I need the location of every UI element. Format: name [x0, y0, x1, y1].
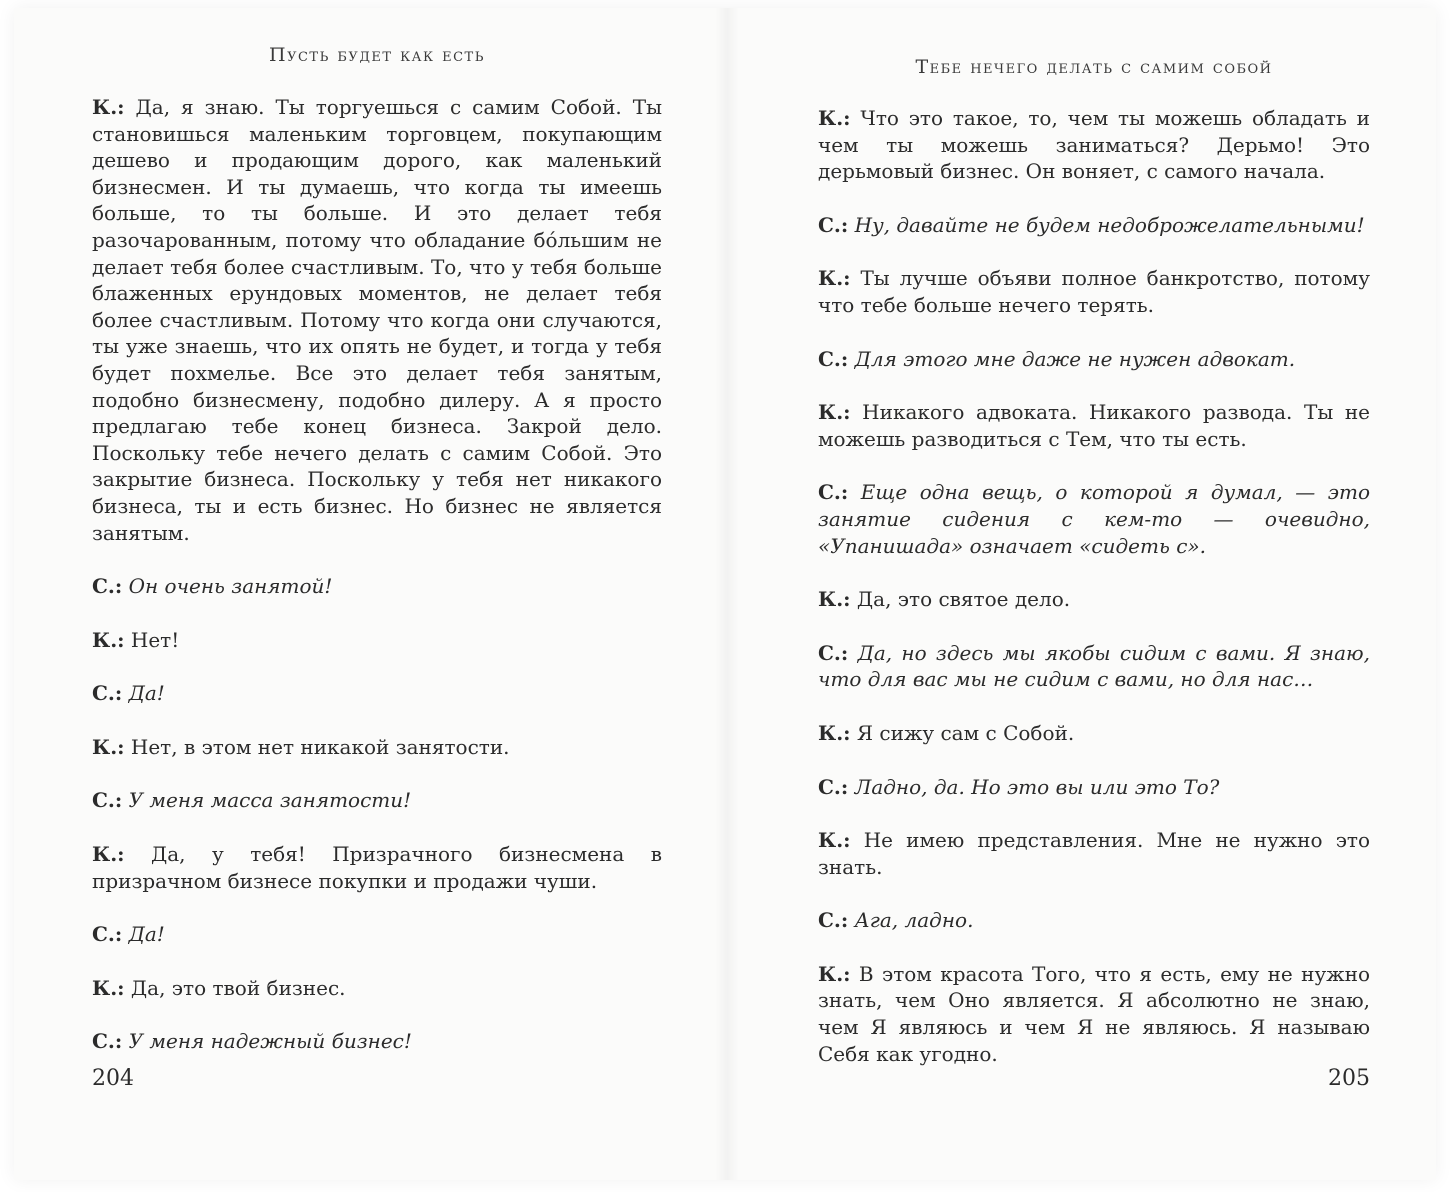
dialogue-text: Ладно, да. Но это вы или это То?: [854, 774, 1220, 799]
dialogue-paragraph: [818, 774, 1370, 801]
dialogue-text: Да!: [128, 681, 165, 706]
dialogue-paragraph: [92, 734, 662, 761]
speaker-label: К.:: [92, 627, 125, 652]
dialogue-text: У меня надежный бизнес!: [128, 1029, 412, 1054]
dialogue-text: Я сижу сам с Собой.: [856, 720, 1075, 745]
speaker-label: С.:: [818, 908, 849, 933]
dialogue-text: Да, но здесь мы якобы сидим с вами. Я знаю, что для вас мы не сидим с вами, но для нас…: [818, 640, 1370, 692]
dialogue-text: Ну, давайте не будем недоброжелательными!: [854, 212, 1365, 237]
dialogue-text: Не имею представления. Мне не нужно это знать.: [818, 828, 1371, 879]
speaker-label: С.:: [818, 212, 849, 237]
left-page-number: 204: [92, 1066, 134, 1091]
dialogue-text: У меня масса занятости!: [128, 788, 412, 813]
dialogue-text: Для этого мне даже не нужен адвокат.: [854, 346, 1296, 371]
dialogue-paragraph: [818, 479, 1370, 559]
dialogue-paragraph: [818, 907, 1370, 934]
speaker-label: С.:: [92, 1029, 123, 1054]
dialogue-text: Нет!: [130, 627, 180, 652]
right-page: [818, 0, 1370, 1192]
right-page-body: [818, 105, 1370, 1094]
left-page-body: [92, 94, 662, 1082]
speaker-label: К.:: [92, 975, 125, 1000]
speaker-label: К.:: [818, 961, 851, 986]
dialogue-text: Что это такое, то, чем ты можешь обладать и чем ты можешь заниматься? Дерьмо! Это дерьмовый бизнес. Он воняет, с самого начала.: [818, 106, 1371, 184]
dialogue-text: Он очень занятой!: [128, 574, 333, 599]
dialogue-paragraph: [818, 212, 1370, 239]
dialogue-paragraph: [818, 720, 1370, 747]
dialogue-text: Ты лучше объяви полное банкротство, потому что тебе больше нечего терять.: [818, 266, 1370, 317]
speaker-label: К.:: [818, 828, 851, 853]
dialogue-paragraph: [92, 1028, 662, 1055]
speaker-label: С.:: [92, 681, 123, 706]
dialogue-paragraph: [92, 841, 662, 894]
book-gutter: [715, 8, 739, 1180]
dialogue-paragraph: [92, 975, 662, 1002]
right-page-number: 205: [1328, 1066, 1370, 1091]
speaker-label: К.:: [818, 400, 851, 425]
speaker-label: К.:: [818, 587, 851, 612]
dialogue-paragraph: [818, 265, 1370, 318]
dialogue-paragraph: [818, 346, 1370, 373]
dialogue-text: В этом красота Того, что я есть, ему не нужно знать, чем Оно является. Я абсолютно не знаю, чем Я являюсь и чем Я не являюсь. Я называю Себя как угодно.: [818, 961, 1370, 1066]
dialogue-paragraph: [818, 399, 1370, 452]
dialogue-text: Да!: [128, 922, 165, 947]
dialogue-paragraph: [818, 961, 1370, 1067]
dialogue-paragraph: [92, 921, 662, 948]
speaker-label: С.:: [818, 774, 849, 799]
dialogue-paragraph: [818, 640, 1370, 693]
dialogue-paragraph: [92, 94, 662, 546]
dialogue-text: Да, это святое дело.: [856, 587, 1071, 612]
speaker-label: С.:: [92, 788, 123, 813]
left-page: [92, 0, 662, 1192]
speaker-label: С.:: [92, 922, 123, 947]
right-running-head: Тебе нечего делать с самим собой: [915, 56, 1273, 78]
dialogue-paragraph: [818, 827, 1370, 880]
speaker-label: К.:: [92, 842, 125, 867]
dialogue-text: Нет, в этом нет никакой занятости.: [130, 734, 510, 759]
speaker-label: К.:: [818, 720, 851, 745]
speaker-label: К.:: [92, 95, 125, 119]
speaker-label: С.:: [92, 574, 123, 599]
dialogue-paragraph: [818, 105, 1370, 185]
dialogue-text: Никакого адвоката. Никакого развода. Ты не можешь разводиться с Тем, что ты есть.: [818, 400, 1371, 451]
dialogue-paragraph: [92, 787, 662, 814]
speaker-label: С.:: [818, 346, 849, 371]
dialogue-paragraph: [92, 627, 662, 654]
speaker-label: С.:: [818, 480, 849, 505]
dialogue-text: Еще одна вещь, о которой я думал, — это занятие сидения с кем-то — очевидно, «Упанишада» означает «сидеть с».: [818, 480, 1370, 558]
speaker-label: К.:: [818, 106, 851, 130]
dialogue-paragraph: [818, 586, 1370, 613]
dialogue-paragraph: [92, 573, 662, 600]
dialogue-paragraph: [92, 680, 662, 707]
dialogue-text: Да, это твой бизнес.: [130, 975, 346, 1000]
dialogue-text: Ага, ладно.: [854, 908, 974, 933]
speaker-label: С.:: [818, 640, 849, 665]
speaker-label: К.:: [818, 266, 851, 291]
left-running-head: Пусть будет как есть: [269, 44, 485, 66]
speaker-label: К.:: [92, 734, 125, 759]
dialogue-text: Да, у тебя! Призрачного бизнесмена в призрачном бизнесе покупки и продажи чуши.: [92, 842, 662, 893]
dialogue-text: Да, я знаю. Ты торгуешься с самим Собой. Ты становишься маленьким торговцем, покупающим дешево и продающим дорого, как маленький бизнесмен. И ты думаешь, что когда ты имеешь больше, то ты больше. И это делает тебя разочарованным, потому что обладание бóльшим не делает тебя более счастливым. То, что у тебя больше блаженных ерундовых моментов, не делает тебя более счастливым. Потому что когда они случаются, ты уже знаешь, что их опять не будет, и тогда у тебя будет похмелье. Все это делает тебя занятым, подобно бизнесмену, подобно дилеру. А я просто предлагаю тебе конец бизнеса. Закрой дело. Поскольку тебе нечего делать с самим Собой. Это закрытие бизнеса. Поскольку у тебя нет никакого бизнеса, ты и есть бизнес. Но бизнес не является занятым.: [92, 95, 663, 545]
